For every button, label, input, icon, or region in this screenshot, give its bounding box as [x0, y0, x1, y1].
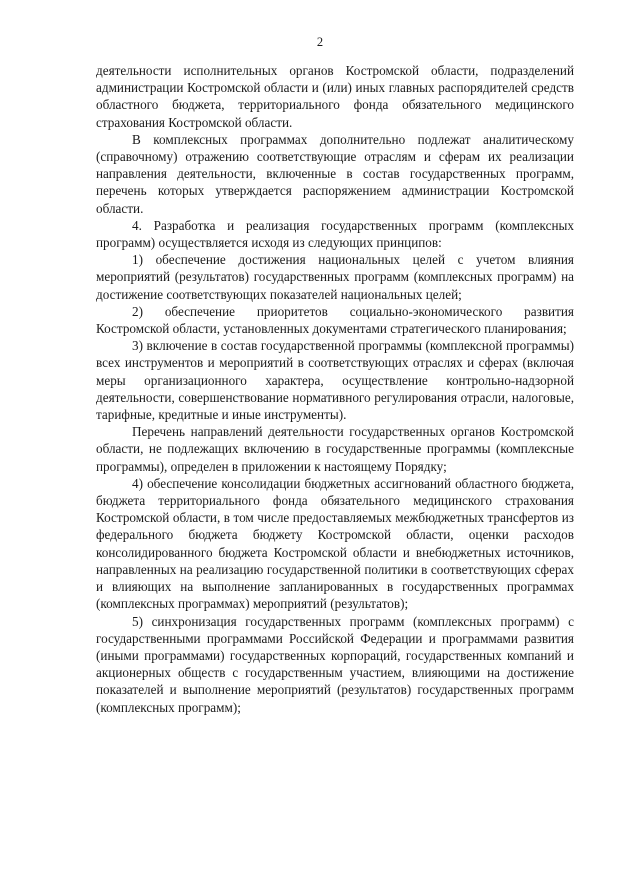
paragraph-complex-programs: В комплексных программах дополнительно подлежат аналитическому (справочному) отражению соответствующие отраслям и сферам их реализации направления деятельности, включенные в состав государственных программ, перечень которых утверждается распоряжением администрации Костромской области. [96, 131, 574, 216]
paragraph-principles-intro: 4. Разработка и реализация государственных программ (комплексных программ) осуществляется исходя из следующих принципов: [96, 217, 574, 251]
list-item-principle-1: 1) обеспечение достижения национальных целей с учетом влияния мероприятий (результатов) государственных программ (комплексных программ) на достижение соответствующих показателей национальных целей; [96, 252, 574, 302]
list-item-principle-5: 5) синхронизация государственных программ (комплексных программ) с государственными программами Российской Федерации и программами развития (иными программами) государственных корпораций, государственных компаний и акционерных обществ с государственным участием, влияющими на достижение показателей и выполнение мероприятий (результатов) государственных программ (комплексных программ); [96, 613, 574, 715]
list-item-principle-4: 4) обеспечение консолидации бюджетных ассигнований областного бюджета, бюджета территориального фонда обязательного медицинского страхования Костромской области, в том числе предоставляемых межбюджетных трансфертов из федерального бюджета бюджету Костромской области, оценки расходов консолидированного бюджета Костромской области и внебюджетных источников, направленных на реализацию государственной политики в соответствующих сферах и влияющих на выполнение запланированных в государственных программах (комплексных программах) мероприятий (результатов); [96, 475, 574, 612]
page-number: 2 [316, 35, 324, 49]
document-body [96, 62, 574, 716]
paragraph-excluded-directions: Перечень направлений деятельности государственных органов Костромской области, не подлежащих включению в государственные программы (комплексные программы), определен в приложении к настоящему Порядку; [96, 424, 574, 474]
list-item-principle-3: 3) включение в состав государственной программы (комплексной программы) всех инструментов и мероприятий в соответствующих отраслях и сферах (включая меры организационного характера, осуществление контрольно-надзорной деятельности, совершенствование нормативного регулирования отрасли, налоговые, тарифные, кредитные и иные инструменты). [96, 338, 574, 423]
paragraph-continuation: деятельности исполнительных органов Костромской области, подразделений администрации Костромской области и (или) иных главных распорядителей средств областного бюджета, территориального фонда обязательного медицинского страхования Костромской области. [96, 63, 574, 130]
list-item-principle-2: 2) обеспечение приоритетов социально-экономического развития Костромской области, установленных документами стратегического планирования; [96, 303, 574, 337]
